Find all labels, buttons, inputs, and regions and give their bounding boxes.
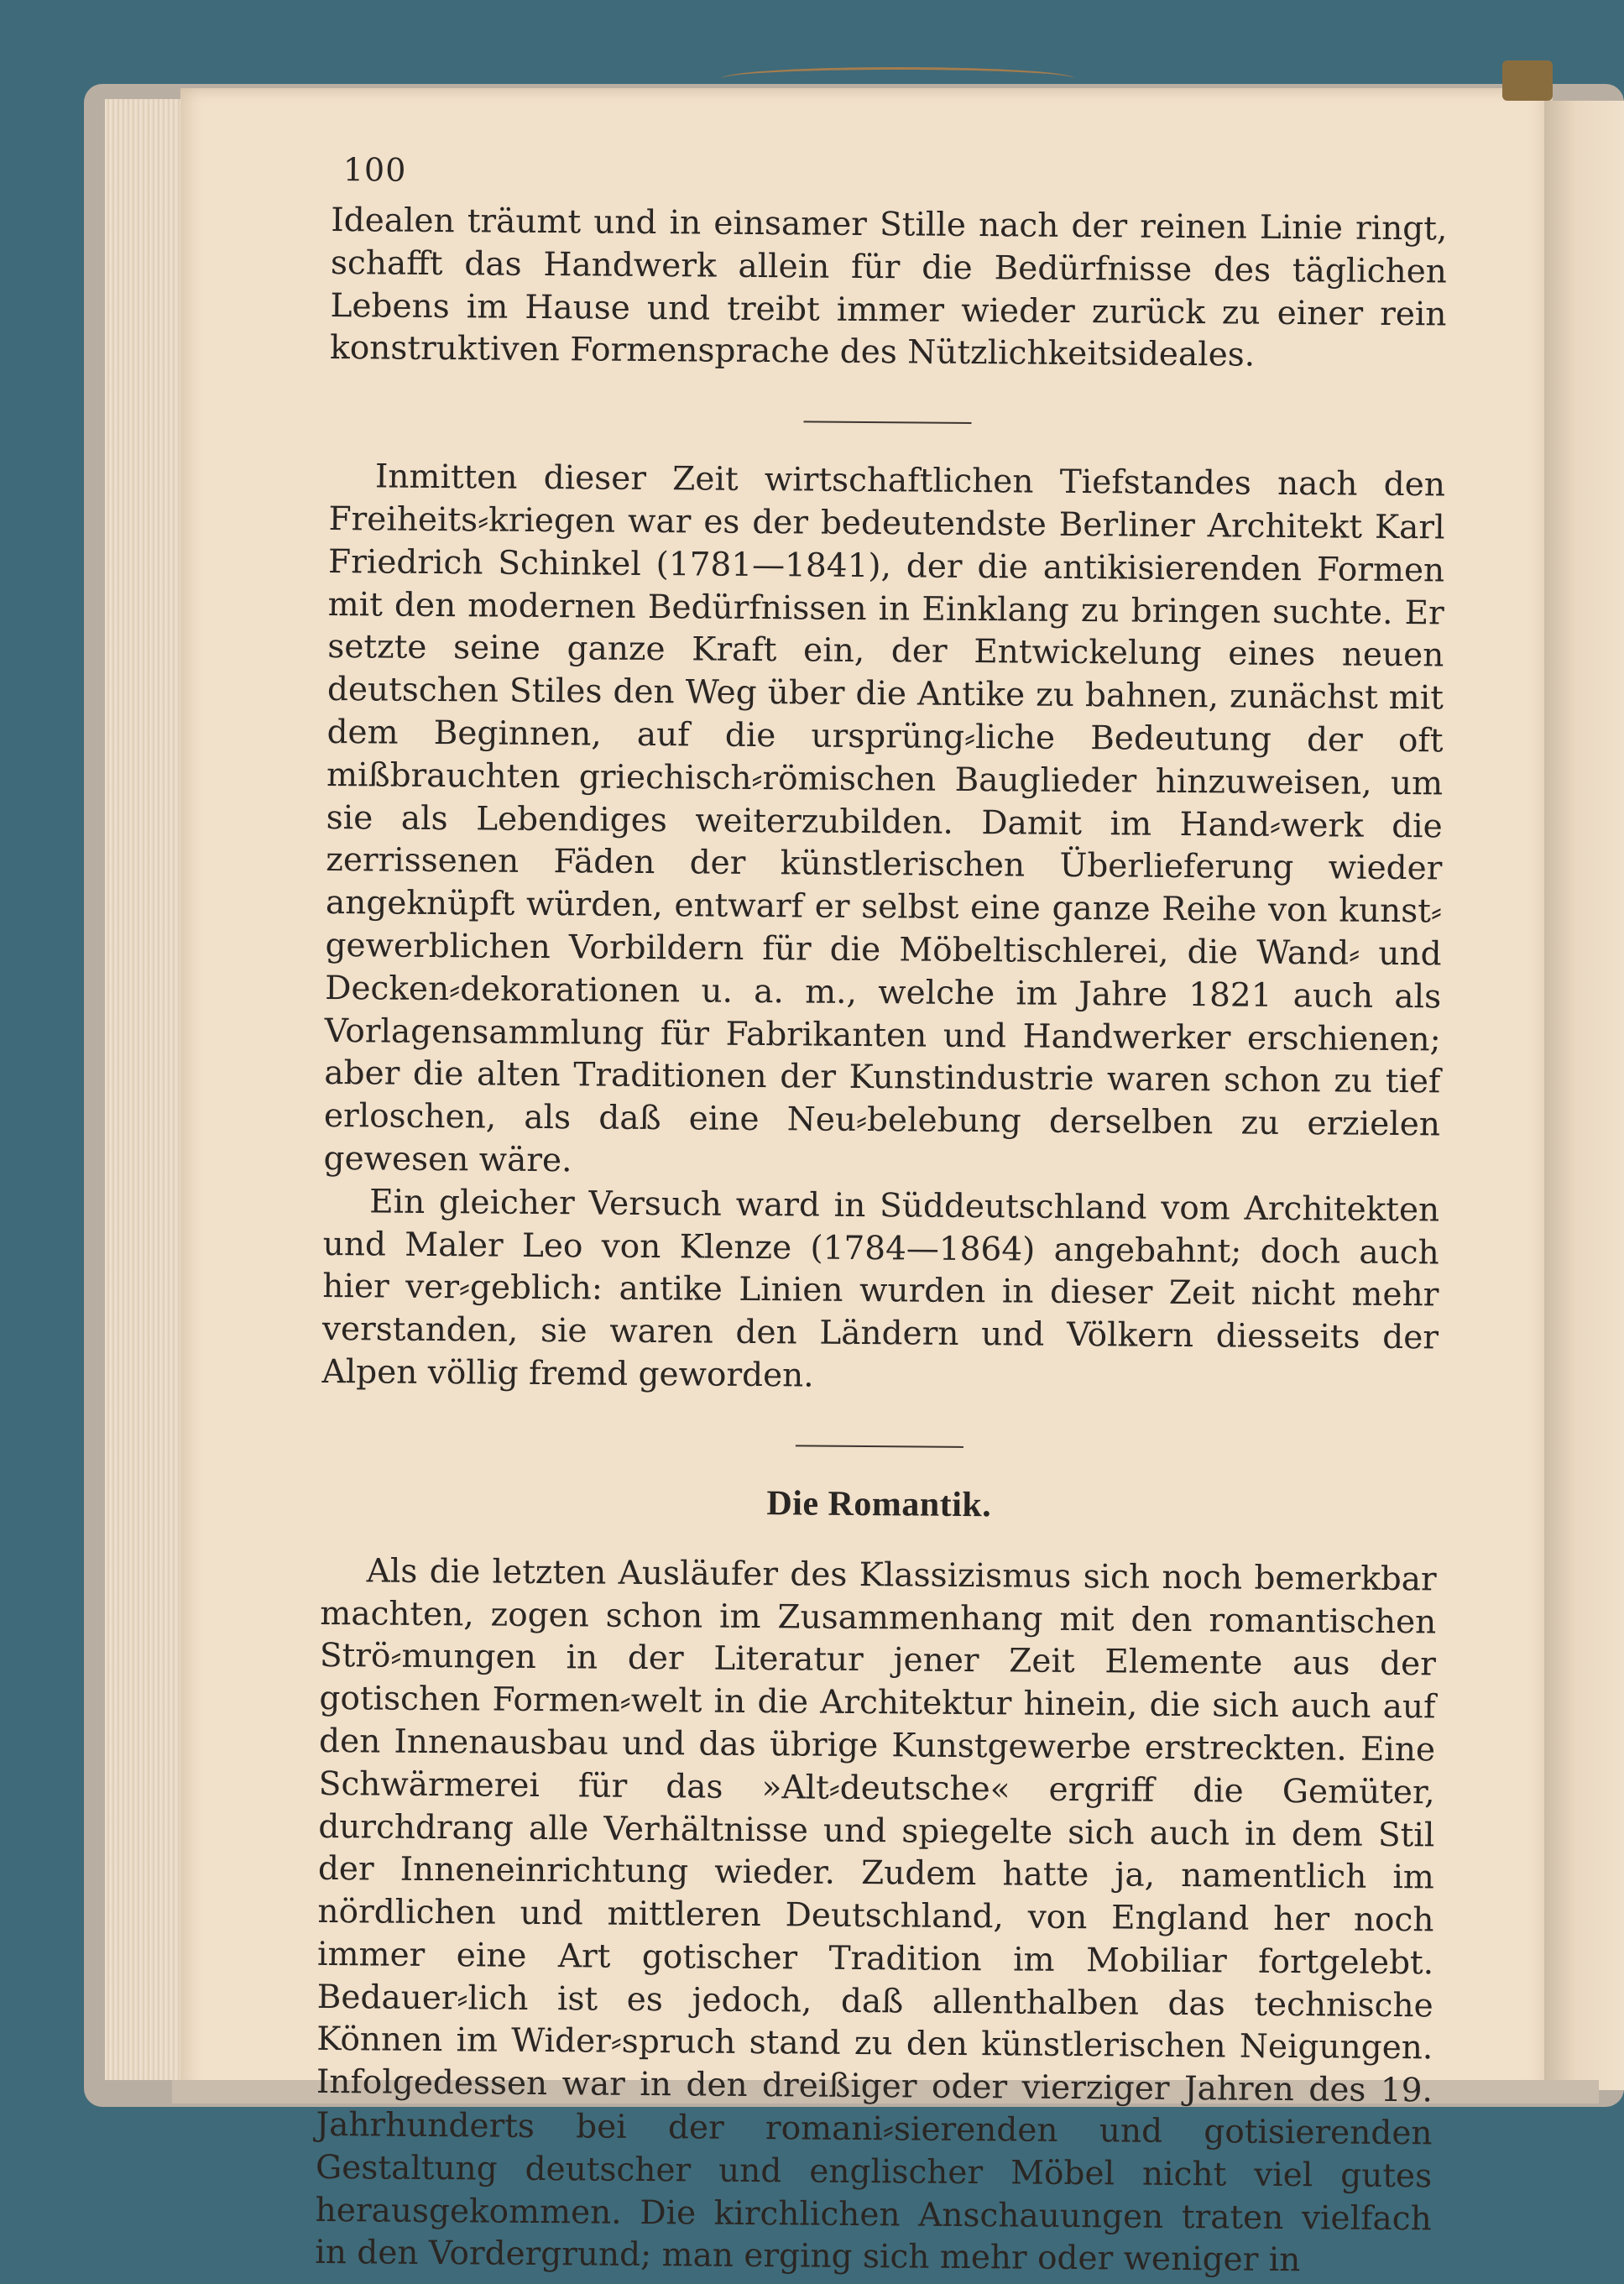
book-gutter [1544, 101, 1624, 2090]
page-text [315, 151, 1448, 2284]
section-divider [796, 1445, 963, 1448]
section-heading: Die Romantik. [766, 1483, 992, 1524]
bookmark-ribbon [1502, 60, 1553, 101]
paragraph-continuation: Idealen träumt und in einsamer Stille nach der reinen Linie ringt, schafft das Handwerk allein für die Bedürfnisse des täglichen Lebens im Hause und treibt immer wieder zurück zu einer rein konstruktiven Formensprache des Nützlichkeitsideales. [329, 201, 1448, 375]
binding-thread [722, 67, 1074, 90]
section-divider [803, 421, 971, 425]
paragraph-romantik: Als die letzten Ausläufer des Klassizismus sich noch bemerkbar machten, zogen schon im Zusammenhang mit den romantischen Strö⸗mungen in der Literatur jener Zeit Elemente aus der gotischen Formen⸗welt in die Architektur hinein, die sich auch auf den Innenausbau und das übrige Kunstgewerbe erstreckten. Eine Schwärmerei für das »Alt⸗deutsche« ergriff die Gemüter, durchdrang alle Verhältnisse und spiegelte sich auch in dem Stil der Inneneinrichtung wieder. Zudem hatte ja, namentlich im nördlichen und mittleren Deutschland, von England her noch immer eine Art gotischer Tradition im Mobiliar fortgelebt. Bedauer⸗lich ist es jedoch, daß allenthalben das technische Können im Wider⸗spruch stand zu den künstlerischen Neigungen. Infolgedessen war in den dreißiger oder vierziger Jahren des 19. Jahrhunderts bei der romani⸗sierenden und gotisierenden Gestaltung deutscher und englischer Möbel nicht viel gutes herausgekommen. Die kirchlichen Anschauungen traten vielfach in den Vordergrund; man erging sich mehr oder weniger in [315, 1552, 1437, 2280]
paragraph-klenze: Ein gleicher Versuch ward in Süddeutschland vom Architekten und Maler Leo von Klenze (1784—1864) angebahnt; doch auch hier ver⸗geblich: antike Linien wurden in dieser Zeit nicht mehr verstanden, sie waren den Ländern und Völkern diesseits der Alpen völlig fremd geworden. [321, 1183, 1440, 1395]
paragraph-schinkel: Inmitten dieser Zeit wirtschaftlichen Tiefstandes nach den Freiheits⸗kriegen war es der bedeutendste Berliner Architekt Karl Friedrich Schinkel (1781—1841), der die antikisierenden Formen mit den modernen Bedürfnissen in Einklang zu bringen suchte. Er setzte seine ganze Kraft ein, der Entwickelung eines neuen deutschen Stiles den Weg über die Antike zu bahnen, zunächst mit dem Beginnen, auf die ursprüng⸗liche Bedeutung der oft mißbrauchten griechisch⸗römischen Bauglieder hinzuweisen, um sie als Lebendiges weiterzubilden. Damit im Hand⸗werk die zerrissenen Fäden der künstlerischen Überlieferung wieder angeknüpft würden, entwarf er selbst eine ganze Reihe von kunst⸗gewerblichen Vorbildern für die Möbeltischlerei, die Wand⸗ und Decken⸗dekorationen u. a. m., welche im Jahre 1821 auch als Vorlagensammlung für Fabrikanten und Handwerker erschienen; aber die alten Traditionen der Kunstindustrie waren schon zu tief erloschen, als daß eine Neu⸗belebung derselben zu erzielen gewesen wäre. [323, 457, 1446, 1180]
page-number: 100 [342, 151, 407, 189]
